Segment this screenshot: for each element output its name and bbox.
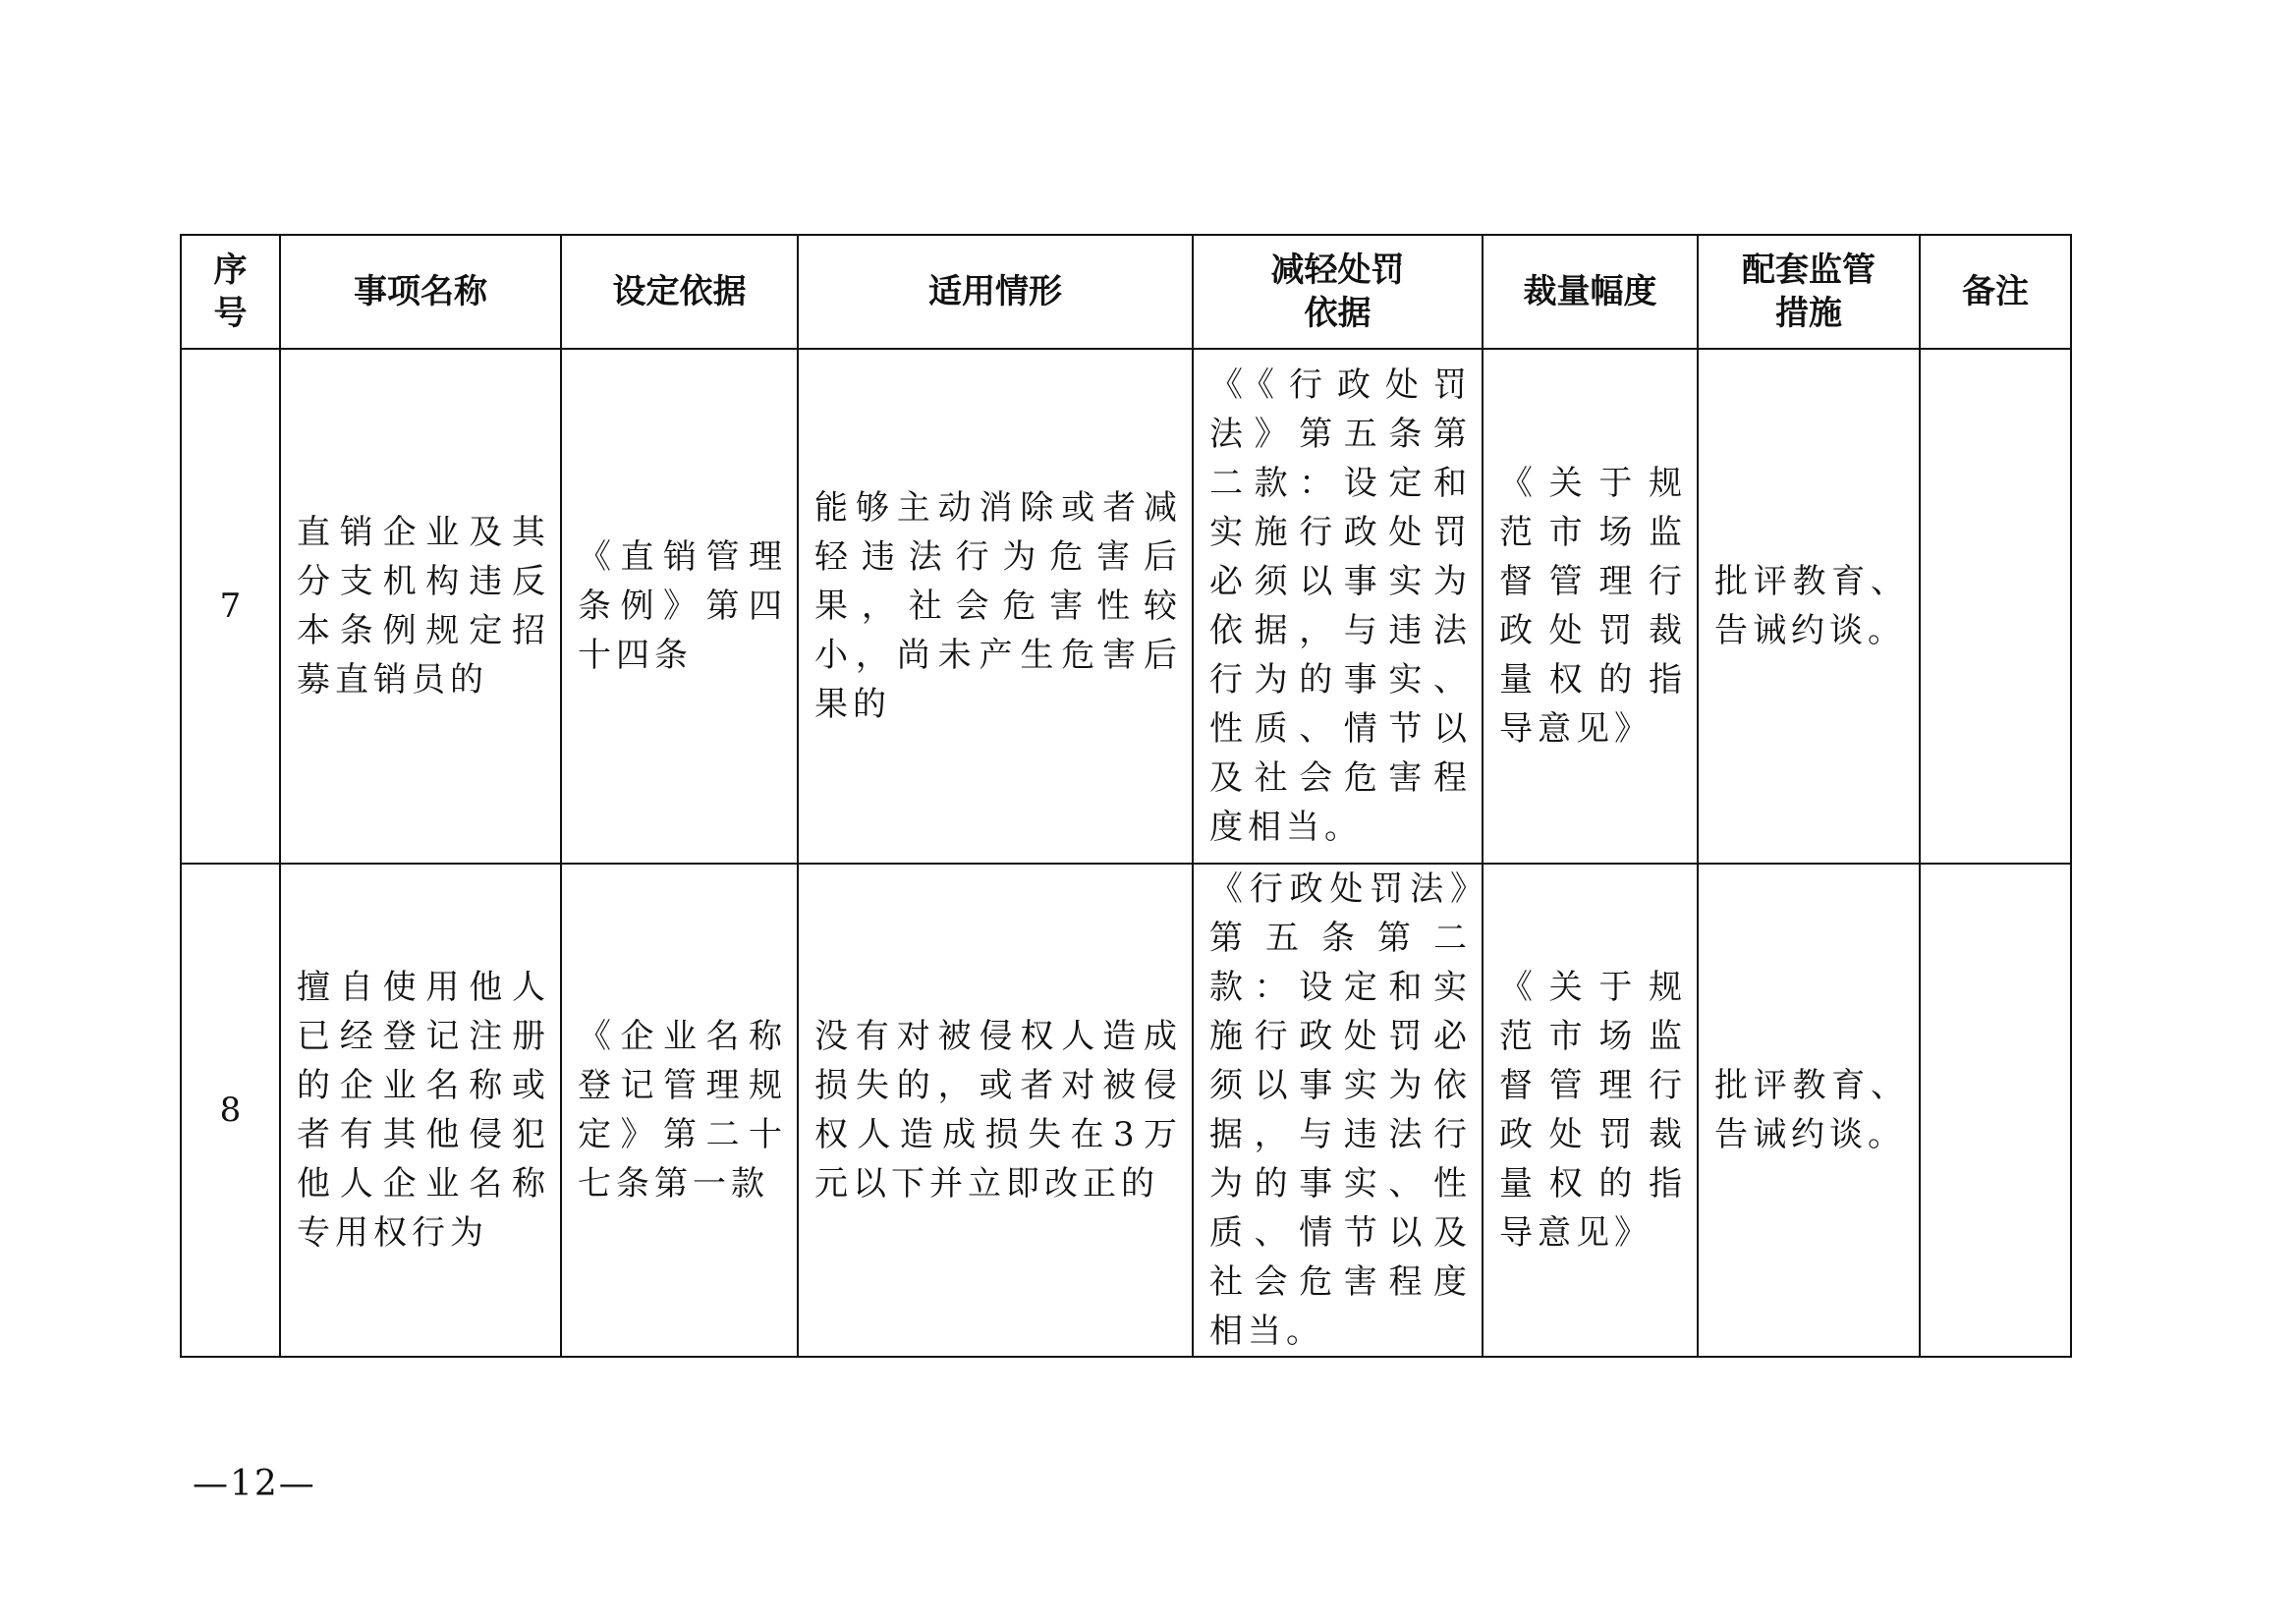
cell-item-name: 直销企业及其分支机构违反本条例规定招募直销员的 (280, 349, 561, 864)
cell-measures: 批评教育、告诫约谈。 (1698, 864, 1920, 1357)
cell-basis: 《企业名称登记管理规定》第二十七条第一款 (561, 864, 798, 1357)
cell-mitigation-basis: 《《行政处罚法》第五条第二款：设定和实施行政处罚必须以事实为依据，与违法行为的事实、性质、情节以及社会危害程度相当。 (1193, 349, 1483, 864)
header-item-name: 事项名称 (280, 235, 561, 349)
header-situation: 适用情形 (798, 235, 1193, 349)
table-row (181, 349, 2071, 864)
cell-item-name: 擅自使用他人已经登记注册的企业名称或者有其他侵犯他人企业名称专用权行为 (280, 864, 561, 1357)
page-number: —12— (193, 1464, 316, 1504)
cell-seq: 8 (181, 864, 280, 1357)
header-remarks: 备注 (1920, 235, 2071, 349)
cell-discretion: 《关于规范市场监督管理行政处罚裁量权的指导意见》 (1483, 864, 1698, 1357)
cell-discretion: 《关于规范市场监督管理行政处罚裁量权的指导意见》 (1483, 349, 1698, 864)
header-mitigation-basis: 减轻处罚依据 (1193, 235, 1483, 349)
cell-remarks (1920, 864, 2071, 1357)
header-discretion: 裁量幅度 (1483, 235, 1698, 349)
header-seq: 序号 (181, 235, 280, 349)
table-row (181, 864, 2071, 1357)
cell-situation: 没有对被侵权人造成损失的，或者对被侵权人造成损失在3万元以下并立即改正的 (798, 864, 1193, 1357)
header-measures: 配套监管措施 (1698, 235, 1920, 349)
cell-seq: 7 (181, 349, 280, 864)
penalty-table (180, 234, 2072, 1358)
cell-remarks (1920, 349, 2071, 864)
cell-measures: 批评教育、告诫约谈。 (1698, 349, 1920, 864)
cell-basis: 《直销管理条例》第四十四条 (561, 349, 798, 864)
cell-situation: 能够主动消除或者减轻违法行为危害后果，社会危害性较小，尚未产生危害后果的 (798, 349, 1193, 864)
cell-mitigation-basis: 《行政处罚法》第五条第二款：设定和实施行政处罚必须以事实为依据，与违法行为的事实、性质、情节以及社会危害程度相当。 (1193, 864, 1483, 1357)
header-basis: 设定依据 (561, 235, 798, 349)
table-header-row (181, 235, 2071, 349)
